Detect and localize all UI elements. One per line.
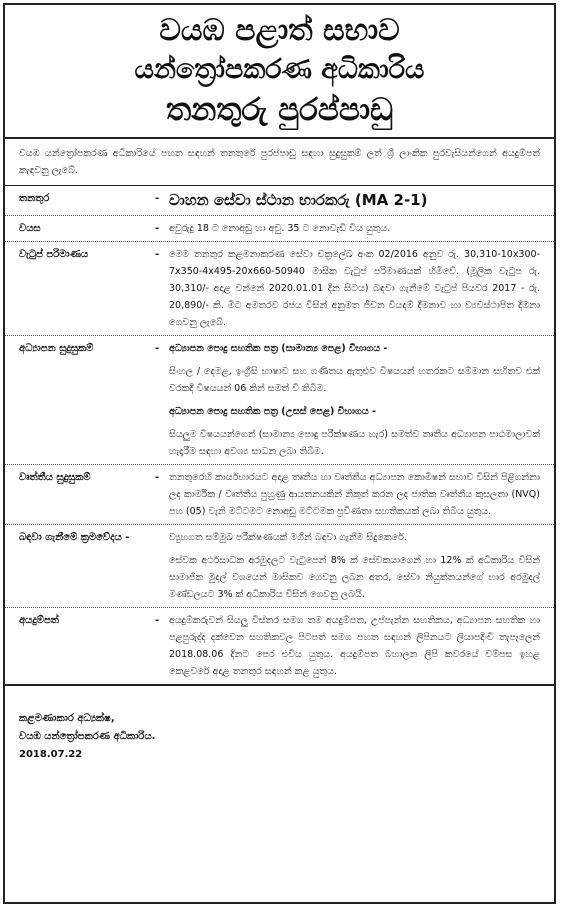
applications-label: අයදුම්පත් xyxy=(19,615,59,626)
professional-value: තනතුරෙහි කාර්යභාරයට අදාළ තෘතීය හා වෘත්තීය අධ්‍යාපන කොමිෂන් සභාව විසින් පිළිගන්නා ලද කාර්මික / වෘත්තීය පුහුණු ආයතනයකින් නිකුත් කරන ලද ජාතික වෘත්තීය කුසලතා (NVQ) පහ (05) වැනි මට්ටමට නොඅඩු මට්ටමක ප්‍රවීණතා සහතිකයක් ලබා තිබිය යුතුය. xyxy=(169,472,540,517)
al-exam-title: අධ්‍යාපන පොදු සහතික පත්‍ර (උසස් පෙළ) විභාගය - xyxy=(169,406,376,417)
recruitment-label: බඳවා ගැනීමේ ක්‍රමවේදය - xyxy=(19,532,130,543)
applications-value: අයදුම්කරුවන් සියලු විස්තර සමග තම අයදුම්පත, උප්පැන්න සහතිකය, අධ්‍යාපන සහතික හා පළපුරුද්ද දක්වෙන සහතිකවල පිටපත් සමග පහත සඳහන් ලිපිනයට ලියාපදිංචි තැපෑලෙන් 2018.08.06 දිනට පෙර එවිය යුතුය. අයදුම්පත බහාලන ලිපි කවරයේ වම්පස ඉහළ කෙළවරේ අදාළ තනතුර සඳහන් කළ යුතුය. xyxy=(169,615,540,677)
separator-dash: - xyxy=(155,343,160,354)
signature-block xyxy=(5,686,554,764)
recruitment-value xyxy=(169,525,554,607)
notice-title: තනතුරු පුරප්පාඩු xyxy=(165,92,394,128)
post-title: වාහන සේවා ස්ථාන භාරකරු (MA 2-1) xyxy=(169,191,428,209)
separator-dash: - xyxy=(155,223,160,234)
age-label: වයස xyxy=(19,223,41,234)
intro-paragraph: වයඹ යන්ත්‍රෝපකරණ අධිකාරියේ පහත සඳහන් තනතුරේ පුරප්පාඩු සඳහා සුදුසුකම් ලත් ශ්‍රී ලාංකික පුරවැසියන්ගෙන් අයදුම්පත් කැඳවනු ලැබේ. xyxy=(5,139,554,186)
row-salary xyxy=(5,242,554,336)
row-age xyxy=(5,216,554,242)
ol-exam-text: සිංහල / දෙමළ, ඉංග්‍රීසි භාෂාව සහ ගණිතය ඇතුළුව විෂයයන් හතරකට සම්මාන සහිතව එක් වරකදී විෂයයන් 06 කින් සමත් වී තිබීම. xyxy=(169,366,540,394)
separator-dash: - xyxy=(155,615,160,626)
post-value xyxy=(169,186,554,215)
notice-date: 2018.07.22 xyxy=(19,749,83,760)
education-value xyxy=(169,336,554,464)
professional-label: වෘත්තීය සුදුසුකම් xyxy=(19,472,91,483)
row-post xyxy=(5,186,554,216)
row-education xyxy=(5,336,554,465)
authority-name: යන්ත්‍රෝපකරණ අධිකාරිය xyxy=(134,54,425,85)
al-exam-text: සියලුම විෂයයන්ගෙන් (සාමාන්‍ය පොදු පරීක්ෂණය හැර) සමත්ව තෘතීය අධ්‍යාපන පාඨමාලාවක් හැදෑරීම සඳහා අවශ්‍ය සාධන ලබා තිබීම. xyxy=(169,429,540,457)
post-label: තනතුර xyxy=(19,193,50,204)
recruitment-epf: සේවක අර්ථසාධක අරමුදලට වැටුපෙන් 8% ක් සේවකයාගෙන් හා 12% ක් අධිකාරිය විසින් සාමාජික මුදල් වශයෙන් මාසිකව ගෙවනු ලබන අතර, සේවා නියුක්තයන්ගේ භාර අරමුදල් මණ්ඩලයට 3% ක් අධිකාරිය විසින් ගෙවනු ලබයි. xyxy=(169,555,540,600)
age-value: අවුරුදු 18 ට නොඅඩු හා අවු. 35 ට නොවැඩි විය යුතුය. xyxy=(169,223,391,234)
council-name: වයඹ පළාත් සභාව xyxy=(159,13,400,48)
ol-exam-title: අධ්‍යාපන පොදු සහතික පත්‍ර (සාමාන්‍ය පෙළ) විභාගය - xyxy=(169,343,388,354)
separator-dash xyxy=(155,525,169,607)
education-label: අධ්‍යාපන සුදුසුකම් xyxy=(19,343,94,354)
row-recruitment xyxy=(5,525,554,608)
vacancy-notice xyxy=(3,3,556,904)
row-professional xyxy=(5,465,554,525)
separator-dash: - xyxy=(155,193,160,204)
separator-dash: - xyxy=(155,249,160,260)
signatory-title: කළමණාකාර අධ්‍යක්ෂ, xyxy=(19,713,115,724)
recruitment-method: ව්‍යුහගත සම්මුඛ පරීක්ෂණයක් මගින් බඳවා ගැනීම සිදුකෙරේ. xyxy=(169,532,407,543)
row-applications xyxy=(5,608,554,686)
separator-dash: - xyxy=(155,472,160,483)
signatory-org: වයඹ යන්ත්‍රෝපකරණ අධිකාරිය. xyxy=(19,731,156,742)
notice-header xyxy=(5,5,554,131)
salary-label: වැටුප් පරිමාණය xyxy=(19,249,89,260)
salary-value: මෙම තනතුර කළමනාකරණ සේවා චක්‍රලේඛ අංක 02/2016 අනුව රු. 30,310-10x300-7x350-4x495-20x660-50940 මාසික වැටුප් පරිමාණයක් හිමිවේ. (මූලික වැටුප රු. 30,310/- අදාළ වන්නේ 2020.01.01 දින සිටය) බඳවා ගැනීමේ වැටුප් පියවර 2017 - රු. 20,890/- කි. මීට අමතරව රජය විසින් අනුමත ජීවන වියදම් දීමනාව හා ව්‍යවස්ථාපිත දීමනා ගෙවනු ලැබේ. xyxy=(169,249,540,328)
